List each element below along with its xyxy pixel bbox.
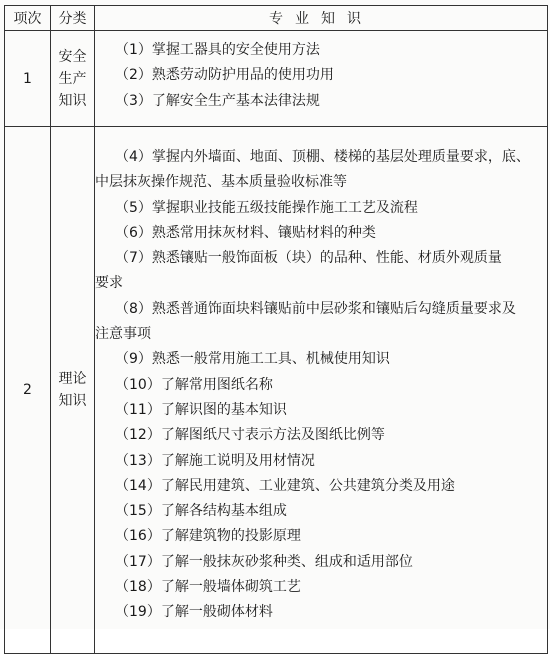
knowledge-item: （11）了解识图的基本知识: [115, 401, 287, 418]
knowledge-item: （1）掌握工器具的安全使用方法: [115, 42, 320, 58]
knowledge-item: （12）了解图纸尺寸表示方法及图纸比例等: [115, 427, 385, 444]
row-content: [95, 31, 548, 127]
knowledge-item: （5）掌握职业技能五级技能操作施工工艺及流程: [115, 199, 418, 216]
table-row: [5, 127, 548, 654]
item-line: （4）掌握内外墙面、地面、顶棚、楼梯的基层处理质量要求，底、: [115, 149, 530, 165]
row-category: [51, 127, 95, 654]
item-line: 要求: [95, 275, 123, 292]
knowledge-item: （19）了解一般砌体材料: [115, 604, 273, 621]
knowledge-item: （17）了解一般抹灰砂浆种类、组成和适用部位: [115, 553, 413, 570]
knowledge-table: [4, 5, 548, 654]
knowledge-item: （18）了解一般墙体砌筑工艺: [115, 579, 301, 596]
knowledge-item: （9）熟悉一般常用施工工具、机械使用知识: [115, 351, 390, 368]
row-content: [95, 127, 548, 654]
item-line: 中层抹灰操作规范、基本质量验收标准等: [95, 174, 347, 191]
knowledge-item: （6）熟悉常用抹灰材料、镶贴材料的种类: [115, 224, 376, 241]
category-line: 知识: [58, 393, 87, 409]
table-header-row: [5, 6, 548, 31]
header-item-no: 项次: [5, 6, 51, 31]
knowledge-item: （16）了解建筑物的投影原理: [115, 528, 301, 545]
knowledge-item: （2）熟悉劳动防护用品的使用功用: [115, 67, 334, 84]
table-row: [5, 31, 548, 127]
category-line: 安全: [58, 48, 87, 65]
item-line: 注意事项: [95, 326, 151, 343]
header-knowledge: 专业知识: [95, 6, 548, 31]
category-line: 生产: [58, 70, 87, 87]
knowledge-item: （3）了解安全生产基本法律法规: [115, 92, 320, 109]
row-number: 1: [5, 31, 51, 127]
row-category: [51, 31, 95, 127]
knowledge-item: （15）了解各结构基本组成: [115, 503, 287, 520]
knowledge-item: （14）了解民用建筑、工业建筑、公共建筑分类及用途: [115, 477, 455, 494]
knowledge-item: （10）了解常用图纸名称: [115, 376, 273, 393]
item-line: （8）熟悉普通饰面块料镶贴前中层砂浆和镶贴后勾缝质量要求及: [115, 300, 516, 317]
knowledge-item: [95, 297, 547, 348]
category-line: 理论: [58, 371, 87, 387]
knowledge-item: [95, 246, 547, 297]
row-number: 2: [5, 127, 51, 654]
header-category: 分类: [51, 6, 95, 31]
item-line: （7）熟悉镶贴一般饰面板（块）的品种、性能、材质外观质量: [115, 250, 502, 267]
knowledge-item: [95, 145, 547, 196]
category-line: 知识: [58, 92, 87, 109]
knowledge-item: （13）了解施工说明及用材情况: [115, 452, 315, 469]
